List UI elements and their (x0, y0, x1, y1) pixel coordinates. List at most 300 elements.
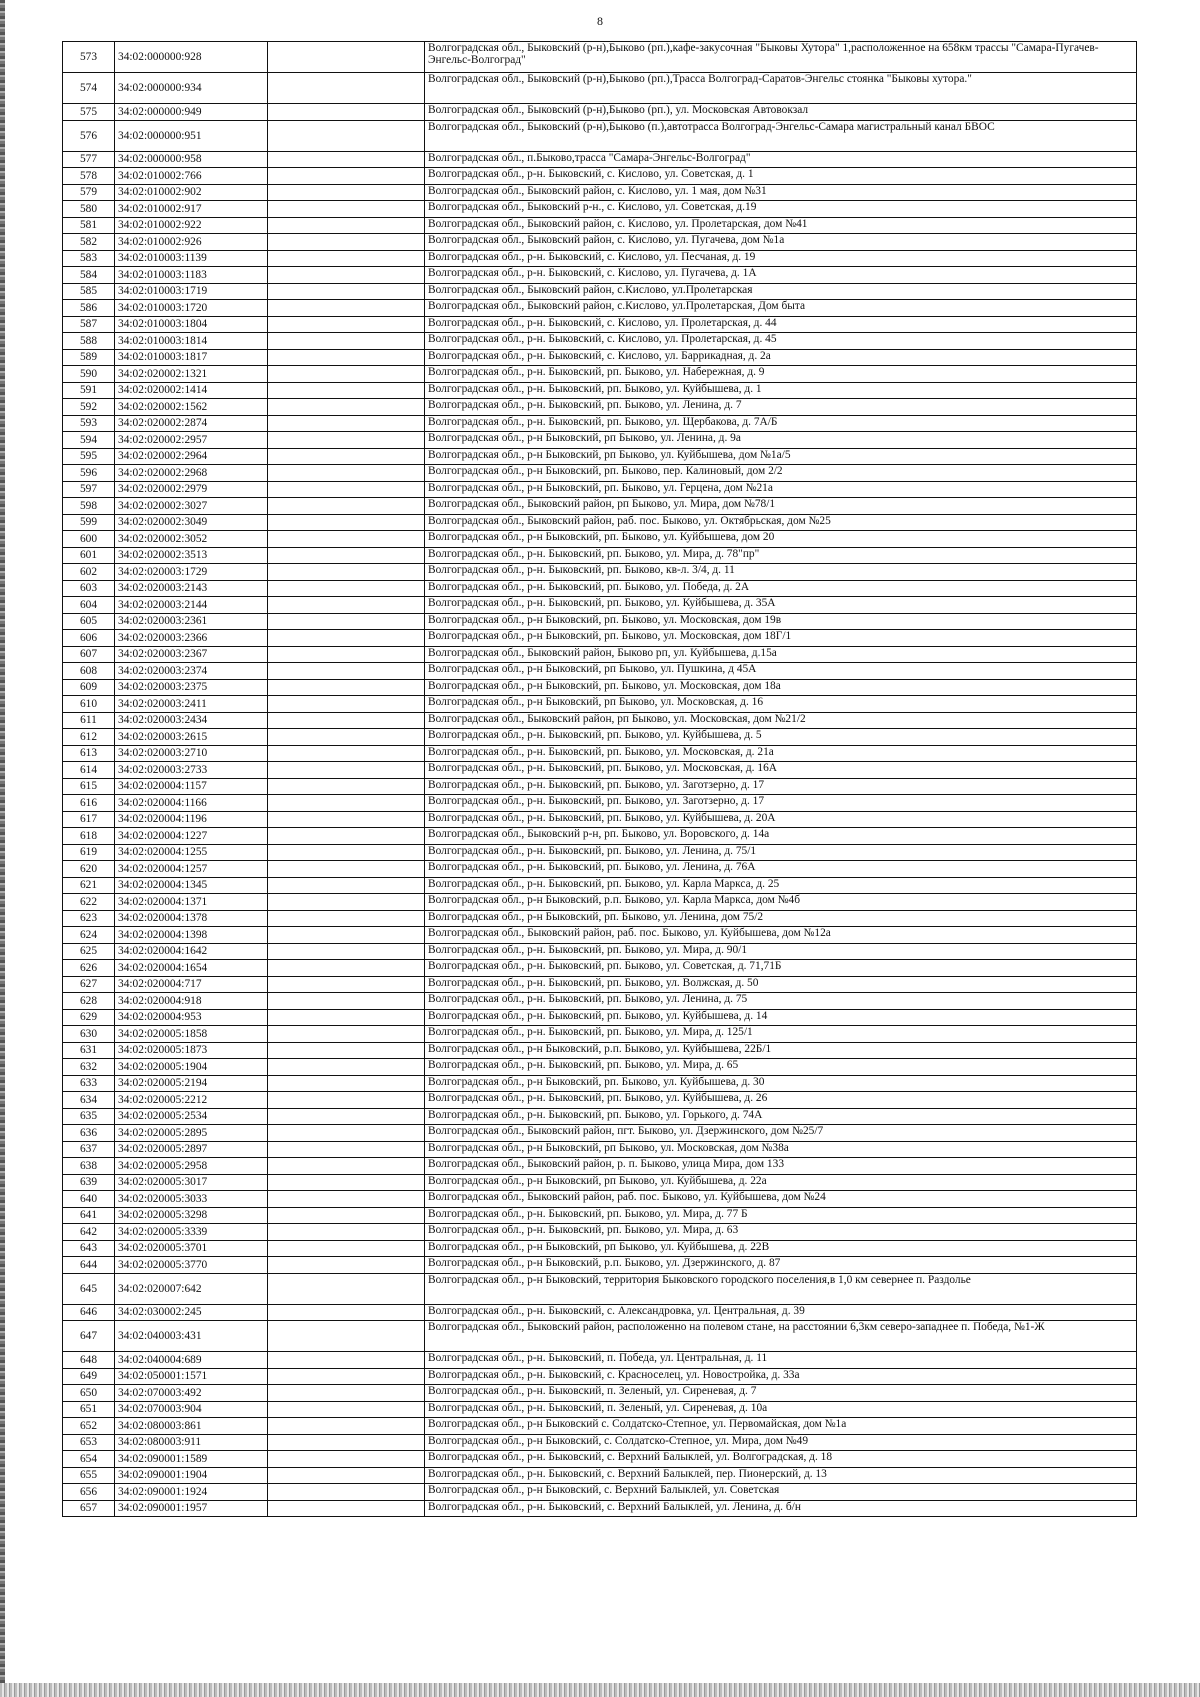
table-row (63, 1401, 1137, 1418)
row-number-cell: 642 (63, 1224, 115, 1241)
empty-cell (268, 498, 425, 515)
address-cell: Волгоградская обл., р-н. Быковский, рп. Быково, ул. Мира, д. 77 Б (425, 1207, 1137, 1224)
cadastral-number-cell: 34:02:020005:3701 (115, 1240, 268, 1257)
row-number-cell: 624 (63, 927, 115, 944)
row-number-cell: 636 (63, 1125, 115, 1142)
address-cell: Волгоградская обл., р-н. Быковский, рп. Быково, ул. Ленина, д. 75 (425, 993, 1137, 1010)
table-row (63, 993, 1137, 1010)
address-cell: Волгоградская обл., р-н. Быковский, рп. Быково, ул. Щербакова, д. 7А/Б (425, 415, 1137, 432)
table-row (63, 1434, 1137, 1451)
table-row (63, 564, 1137, 581)
empty-cell (268, 1009, 425, 1026)
table-row (63, 465, 1137, 482)
address-cell: Волгоградская обл., р-н. Быковский, рп. Быково, ул. Карла Маркса, д. 25 (425, 877, 1137, 894)
property-registry-table (62, 41, 1137, 1517)
empty-cell (268, 1257, 425, 1274)
cadastral-number-cell: 34:02:020005:3339 (115, 1224, 268, 1241)
cadastral-number-cell: 34:02:020004:717 (115, 976, 268, 993)
address-cell: Волгоградская обл., р-н Быковский, с. Верхний Балыклей, ул. Советская (425, 1484, 1137, 1501)
empty-cell (268, 861, 425, 878)
empty-cell (268, 349, 425, 366)
address-cell: Волгоградская обл., р-н. Быковский, с. Кислово, ул. Советская, д. 1 (425, 168, 1137, 185)
row-number-cell: 652 (63, 1418, 115, 1435)
table-row (63, 960, 1137, 977)
empty-cell (268, 729, 425, 746)
empty-cell (268, 894, 425, 911)
empty-cell (268, 993, 425, 1010)
empty-cell (268, 316, 425, 333)
cadastral-number-cell: 34:02:010002:926 (115, 234, 268, 251)
empty-cell (268, 399, 425, 416)
table-row (63, 1009, 1137, 1026)
row-number-cell: 617 (63, 811, 115, 828)
row-number-cell: 643 (63, 1240, 115, 1257)
table-row (63, 1141, 1137, 1158)
address-cell: Волгоградская обл., р-н Быковский, р.п. Быково, ул. Куйбышева, 22Б/1 (425, 1042, 1137, 1059)
cadastral-number-cell: 34:02:020002:3052 (115, 531, 268, 548)
cadastral-number-cell: 34:02:020003:2710 (115, 745, 268, 762)
table-row (63, 1075, 1137, 1092)
cadastral-number-cell: 34:02:020005:1873 (115, 1042, 268, 1059)
row-number-cell: 628 (63, 993, 115, 1010)
table-row (63, 1500, 1137, 1517)
cadastral-number-cell: 34:02:020005:3033 (115, 1191, 268, 1208)
empty-cell (268, 1352, 425, 1369)
cadastral-number-cell: 34:02:010002:766 (115, 168, 268, 185)
empty-cell (268, 877, 425, 894)
address-cell: Волгоградская обл., р-н. Быковский, рп. Быково, ул. Волжская, д. 50 (425, 976, 1137, 993)
empty-cell (268, 1075, 425, 1092)
row-number-cell: 647 (63, 1321, 115, 1352)
table-row (63, 679, 1137, 696)
table-row (63, 1257, 1137, 1274)
scan-left-edge (0, 0, 5, 1697)
cadastral-number-cell: 34:02:010002:922 (115, 217, 268, 234)
address-cell: Волгоградская обл., р-н Быковский с. Солдатско-Степное, ул. Первомайская, дом №1а (425, 1418, 1137, 1435)
table-row (63, 1484, 1137, 1501)
cadastral-number-cell: 34:02:020004:1654 (115, 960, 268, 977)
empty-cell (268, 844, 425, 861)
cadastral-number-cell: 34:02:070003:904 (115, 1401, 268, 1418)
cadastral-number-cell: 34:02:020003:2615 (115, 729, 268, 746)
address-cell: Волгоградская обл., р-н. Быковский, рп. Быково, ул. Куйбышева, д. 1 (425, 382, 1137, 399)
table-row (63, 1368, 1137, 1385)
row-number-cell: 653 (63, 1434, 115, 1451)
address-cell: Волгоградская обл., р-н Быковский, рп. Быково, ул. Герцена, дом №21а (425, 481, 1137, 498)
address-cell: Волгоградская обл., р-н Быковский, рп. Быково, пер. Калиновый, дом 2/2 (425, 465, 1137, 482)
row-number-cell: 641 (63, 1207, 115, 1224)
row-number-cell: 633 (63, 1075, 115, 1092)
address-cell: Волгоградская обл., р-н Быковский, р.п. Быково, ул. Карла Маркса, дом №4б (425, 894, 1137, 911)
empty-cell (268, 547, 425, 564)
cadastral-number-cell: 34:02:020005:2895 (115, 1125, 268, 1142)
address-cell: Волгоградская обл., р-н Быковский, рп. Быково, ул. Московская, дом 18а (425, 679, 1137, 696)
row-number-cell: 580 (63, 201, 115, 218)
empty-cell (268, 778, 425, 795)
empty-cell (268, 300, 425, 317)
cadastral-number-cell: 34:02:050001:1571 (115, 1368, 268, 1385)
cadastral-number-cell: 34:02:020002:2957 (115, 432, 268, 449)
cadastral-number-cell: 34:02:020004:1227 (115, 828, 268, 845)
row-number-cell: 587 (63, 316, 115, 333)
cadastral-number-cell: 34:02:020002:2968 (115, 465, 268, 482)
row-number-cell: 650 (63, 1385, 115, 1402)
table-row (63, 1207, 1137, 1224)
row-number-cell: 625 (63, 943, 115, 960)
table-row (63, 168, 1137, 185)
empty-cell (268, 1368, 425, 1385)
empty-cell (268, 283, 425, 300)
table-row (63, 73, 1137, 104)
empty-cell (268, 1042, 425, 1059)
table-row (63, 663, 1137, 680)
address-cell: Волгоградская обл., Быковский (р-н),Быково (п.),автотрасса Волгоград-Энгельс-Самара магистральный канал БВОС (425, 120, 1137, 151)
address-cell: Волгоградская обл., Быковский район, с. Кислово, ул. Пугачева, дом №1а (425, 234, 1137, 251)
table-row (63, 514, 1137, 531)
table-row (63, 1108, 1137, 1125)
cadastral-number-cell: 34:02:020002:3027 (115, 498, 268, 515)
table-row (63, 1092, 1137, 1109)
empty-cell (268, 613, 425, 630)
row-number-cell: 594 (63, 432, 115, 449)
row-number-cell: 599 (63, 514, 115, 531)
empty-cell (268, 415, 425, 432)
empty-cell (268, 168, 425, 185)
empty-cell (268, 597, 425, 614)
table-row (63, 234, 1137, 251)
empty-cell (268, 1467, 425, 1484)
empty-cell (268, 531, 425, 548)
empty-cell (268, 1059, 425, 1076)
cadastral-number-cell: 34:02:000000:949 (115, 104, 268, 121)
cadastral-number-cell: 34:02:020005:2534 (115, 1108, 268, 1125)
address-cell: Волгоградская обл., р-н. Быковский, с. Верхний Балыклей, ул. Ленина, д. б/н (425, 1500, 1137, 1517)
table-row (63, 184, 1137, 201)
address-cell: Волгоградская обл., Быковский район, раб. пос. Быково, ул. Октябрьская, дом №25 (425, 514, 1137, 531)
row-number-cell: 622 (63, 894, 115, 911)
cadastral-number-cell: 34:02:020005:2212 (115, 1092, 268, 1109)
address-cell: Волгоградская обл., Быковский район, пгт. Быково, ул. Дзержинского, дом №25/7 (425, 1125, 1137, 1142)
row-number-cell: 576 (63, 120, 115, 151)
table-row (63, 696, 1137, 713)
empty-cell (268, 1207, 425, 1224)
row-number-cell: 654 (63, 1451, 115, 1468)
empty-cell (268, 630, 425, 647)
cadastral-number-cell: 34:02:020004:1398 (115, 927, 268, 944)
row-number-cell: 574 (63, 73, 115, 104)
row-number-cell: 578 (63, 168, 115, 185)
empty-cell (268, 564, 425, 581)
empty-cell (268, 1434, 425, 1451)
empty-cell (268, 151, 425, 168)
cadastral-number-cell: 34:02:020005:1904 (115, 1059, 268, 1076)
cadastral-number-cell: 34:02:020003:2375 (115, 679, 268, 696)
table-row (63, 151, 1137, 168)
empty-cell (268, 696, 425, 713)
empty-cell (268, 1451, 425, 1468)
row-number-cell: 573 (63, 42, 115, 73)
row-number-cell: 597 (63, 481, 115, 498)
address-cell: Волгоградская обл., Быковский район, с.Кислово, ул.Пролетарская (425, 283, 1137, 300)
empty-cell (268, 910, 425, 927)
row-number-cell: 629 (63, 1009, 115, 1026)
address-cell: Волгоградская обл., Быковский район, раб. пос. Быково, ул. Куйбышева, дом №12а (425, 927, 1137, 944)
table-row (63, 120, 1137, 151)
address-cell: Волгоградская обл., Быковский район, р. п. Быково, улица Мира, дом 133 (425, 1158, 1137, 1175)
empty-cell (268, 1484, 425, 1501)
cadastral-number-cell: 34:02:020002:1562 (115, 399, 268, 416)
empty-cell (268, 481, 425, 498)
table-row (63, 217, 1137, 234)
address-cell: Волгоградская обл., р-н. Быковский, рп. Быково, ул. Куйбышева, д. 20А (425, 811, 1137, 828)
empty-cell (268, 927, 425, 944)
address-cell: Волгоградская обл., Быковский район, рп Быково, ул. Мира, дом №78/1 (425, 498, 1137, 515)
empty-cell (268, 267, 425, 284)
address-cell: Волгоградская обл., р-н Быковский, рп Быково, ул. Куйбышева, д. 22В (425, 1240, 1137, 1257)
address-cell: Волгоградская обл., Быковский район, с.Кислово, ул.Пролетарская, Дом быта (425, 300, 1137, 317)
table-row (63, 1352, 1137, 1369)
row-number-cell: 585 (63, 283, 115, 300)
row-number-cell: 589 (63, 349, 115, 366)
address-cell: Волгоградская обл., р-н. Быковский, с. Кислово, ул. Пролетарская, д. 45 (425, 333, 1137, 350)
cadastral-number-cell: 34:02:020005:2897 (115, 1141, 268, 1158)
address-cell: Волгоградская обл., р-н. Быковский, рп. Быково, кв-л. 3/4, д. 11 (425, 564, 1137, 581)
cadastral-number-cell: 34:02:020002:2874 (115, 415, 268, 432)
row-number-cell: 655 (63, 1467, 115, 1484)
table-row (63, 1273, 1137, 1304)
row-number-cell: 613 (63, 745, 115, 762)
cadastral-number-cell: 34:02:020003:2143 (115, 580, 268, 597)
address-cell: Волгоградская обл., р-н. Быковский, рп. Быково, ул. Ленина, д. 75/1 (425, 844, 1137, 861)
cadastral-number-cell: 34:02:010002:902 (115, 184, 268, 201)
row-number-cell: 637 (63, 1141, 115, 1158)
table-row (63, 547, 1137, 564)
table-row (63, 762, 1137, 779)
table-row (63, 597, 1137, 614)
empty-cell (268, 828, 425, 845)
table-row (63, 42, 1137, 73)
row-number-cell: 644 (63, 1257, 115, 1274)
table-row (63, 630, 1137, 647)
address-cell: Волгоградская обл., р-н. Быковский, п. Зеленый, ул. Сиреневая, д. 7 (425, 1385, 1137, 1402)
row-number-cell: 656 (63, 1484, 115, 1501)
table-row (63, 927, 1137, 944)
table-row (63, 712, 1137, 729)
table-row (63, 1240, 1137, 1257)
address-cell: Волгоградская обл., Быковский район, с. Кислово, ул. 1 мая, дом №31 (425, 184, 1137, 201)
empty-cell (268, 1191, 425, 1208)
address-cell: Волгоградская обл., р-н Быковский, р.п. Быково, ул. Дзержинского, д. 87 (425, 1257, 1137, 1274)
row-number-cell: 590 (63, 366, 115, 383)
empty-cell (268, 465, 425, 482)
cadastral-number-cell: 34:02:020003:2434 (115, 712, 268, 729)
cadastral-number-cell: 34:02:020007:642 (115, 1273, 268, 1304)
cadastral-number-cell: 34:02:020004:1371 (115, 894, 268, 911)
address-cell: Волгоградская обл., р-н. Быковский, рп. Быково, ул. Победа, д. 2А (425, 580, 1137, 597)
row-number-cell: 620 (63, 861, 115, 878)
empty-cell (268, 201, 425, 218)
address-cell: Волгоградская обл., р-н Быковский, территория Быковского городского поселения,в 1,0 км севернее п. Раздолье (425, 1273, 1137, 1304)
table-row (63, 729, 1137, 746)
table-row (63, 877, 1137, 894)
table-row (63, 104, 1137, 121)
row-number-cell: 605 (63, 613, 115, 630)
cadastral-number-cell: 34:02:020002:2979 (115, 481, 268, 498)
address-cell: Волгоградская обл., Быковский район, Быково рп, ул. Куйбышева, д.15а (425, 646, 1137, 663)
row-number-cell: 596 (63, 465, 115, 482)
table-row (63, 267, 1137, 284)
row-number-cell: 632 (63, 1059, 115, 1076)
cadastral-number-cell: 34:02:010003:1139 (115, 250, 268, 267)
address-cell: Волгоградская обл., р-н. Быковский, с. Верхний Балыклей, пер. Пионерский, д. 13 (425, 1467, 1137, 1484)
row-number-cell: 615 (63, 778, 115, 795)
address-cell: Волгоградская обл., р-н. Быковский, с. Красноселец, ул. Новостройка, д. 33а (425, 1368, 1137, 1385)
table-row (63, 910, 1137, 927)
address-cell: Волгоградская обл., р-н Быковский, рп. Быково, ул. Куйбышева, дом 20 (425, 531, 1137, 548)
empty-cell (268, 960, 425, 977)
cadastral-number-cell: 34:02:000000:958 (115, 151, 268, 168)
empty-cell (268, 1026, 425, 1043)
table-row (63, 382, 1137, 399)
table-row (63, 580, 1137, 597)
row-number-cell: 601 (63, 547, 115, 564)
address-cell: Волгоградская обл., р-н Быковский, рп Быково, ул. Ленина, д. 9а (425, 432, 1137, 449)
cadastral-number-cell: 34:02:020002:1414 (115, 382, 268, 399)
row-number-cell: 648 (63, 1352, 115, 1369)
address-cell: Волгоградская обл., р-н. Быковский, рп. Быково, ул. Заготзерно, д. 17 (425, 778, 1137, 795)
address-cell: Волгоградская обл., р-н. Быковский, с. Кислово, ул. Пугачева, д. 1А (425, 267, 1137, 284)
cadastral-number-cell: 34:02:010003:1719 (115, 283, 268, 300)
cadastral-number-cell: 34:02:000000:951 (115, 120, 268, 151)
address-cell: Волгоградская обл., Быковский р-н, рп. Быково, ул. Воровского, д. 14а (425, 828, 1137, 845)
row-number-cell: 588 (63, 333, 115, 350)
table-row (63, 1321, 1137, 1352)
empty-cell (268, 1273, 425, 1304)
cadastral-number-cell: 34:02:090001:1589 (115, 1451, 268, 1468)
empty-cell (268, 366, 425, 383)
cadastral-number-cell: 34:02:080003:911 (115, 1434, 268, 1451)
empty-cell (268, 1174, 425, 1191)
cadastral-number-cell: 34:02:020004:1157 (115, 778, 268, 795)
row-number-cell: 582 (63, 234, 115, 251)
cadastral-number-cell: 34:02:020003:2361 (115, 613, 268, 630)
empty-cell (268, 580, 425, 597)
table-row (63, 1026, 1137, 1043)
empty-cell (268, 104, 425, 121)
table-row (63, 861, 1137, 878)
cadastral-number-cell: 34:02:020003:2411 (115, 696, 268, 713)
address-cell: Волгоградская обл., р-н Быковский, с. Солдатско-Степное, ул. Мира, дом №49 (425, 1434, 1137, 1451)
table-row (63, 333, 1137, 350)
cadastral-number-cell: 34:02:020005:2194 (115, 1075, 268, 1092)
empty-cell (268, 382, 425, 399)
empty-cell (268, 217, 425, 234)
cadastral-number-cell: 34:02:020003:2733 (115, 762, 268, 779)
row-number-cell: 623 (63, 910, 115, 927)
address-cell: Волгоградская обл., р-н Быковский, рп. Быково, ул. Куйбышева, д. 30 (425, 1075, 1137, 1092)
address-cell: Волгоградская обл., Быковский (р-н),Быково (рп.),Трасса Волгоград-Саратов-Энгельс стоянка "Быковы хутора." (425, 73, 1137, 104)
cadastral-number-cell: 34:02:000000:934 (115, 73, 268, 104)
cadastral-number-cell: 34:02:090001:1957 (115, 1500, 268, 1517)
table-row (63, 300, 1137, 317)
empty-cell (268, 1418, 425, 1435)
empty-cell (268, 1092, 425, 1109)
row-number-cell: 604 (63, 597, 115, 614)
scan-bottom-edge (0, 1683, 1200, 1697)
row-number-cell: 607 (63, 646, 115, 663)
cadastral-number-cell: 34:02:020002:3513 (115, 547, 268, 564)
cadastral-number-cell: 34:02:040004:689 (115, 1352, 268, 1369)
cadastral-number-cell: 34:02:020004:953 (115, 1009, 268, 1026)
row-number-cell: 577 (63, 151, 115, 168)
cadastral-number-cell: 34:02:030002:245 (115, 1304, 268, 1321)
row-number-cell: 595 (63, 448, 115, 465)
cadastral-number-cell: 34:02:020004:1345 (115, 877, 268, 894)
row-number-cell: 616 (63, 795, 115, 812)
address-cell: Волгоградская обл., р-н. Быковский, рп. Быково, ул. Куйбышева, д. 5 (425, 729, 1137, 746)
empty-cell (268, 811, 425, 828)
empty-cell (268, 976, 425, 993)
row-number-cell: 575 (63, 104, 115, 121)
address-cell: Волгоградская обл., р-н Быковский, рп. Быково, ул. Московская, дом 19в (425, 613, 1137, 630)
address-cell: Волгоградская обл., Быковский р-н., с. Кислово, ул. Советская, д.19 (425, 201, 1137, 218)
empty-cell (268, 42, 425, 73)
empty-cell (268, 1240, 425, 1257)
empty-cell (268, 448, 425, 465)
table-row (63, 1304, 1137, 1321)
cadastral-number-cell: 34:02:020004:1257 (115, 861, 268, 878)
row-number-cell: 598 (63, 498, 115, 515)
empty-cell (268, 1304, 425, 1321)
address-cell: Волгоградская обл., р-н. Быковский, п. Зеленый, ул. Сиреневая, д. 10а (425, 1401, 1137, 1418)
row-number-cell: 618 (63, 828, 115, 845)
cadastral-number-cell: 34:02:010003:1720 (115, 300, 268, 317)
row-number-cell: 619 (63, 844, 115, 861)
cadastral-number-cell: 34:02:010003:1183 (115, 267, 268, 284)
row-number-cell: 593 (63, 415, 115, 432)
cadastral-number-cell: 34:02:020003:2144 (115, 597, 268, 614)
row-number-cell: 586 (63, 300, 115, 317)
row-number-cell: 651 (63, 1401, 115, 1418)
address-cell: Волгоградская обл., р-н. Быковский, рп. Быково, ул. Мира, д. 125/1 (425, 1026, 1137, 1043)
table-row (63, 448, 1137, 465)
cadastral-number-cell: 34:02:020004:1196 (115, 811, 268, 828)
row-number-cell: 606 (63, 630, 115, 647)
address-cell: Волгоградская обл., р-н Быковский, рп. Быково, ул. Ленина, дом 75/2 (425, 910, 1137, 927)
empty-cell (268, 514, 425, 531)
table-row (63, 498, 1137, 515)
address-cell: Волгоградская обл., р-н. Быковский, с. Верхний Балыклей, ул. Волгоградская, д. 18 (425, 1451, 1137, 1468)
table-row (63, 316, 1137, 333)
table-row (63, 415, 1137, 432)
row-number-cell: 638 (63, 1158, 115, 1175)
empty-cell (268, 663, 425, 680)
address-cell: Волгоградская обл., Быковский район, раб. пос. Быково, ул. Куйбышева, дом №24 (425, 1191, 1137, 1208)
table-row (63, 828, 1137, 845)
address-cell: Волгоградская обл., р-н. Быковский, рп. Быково, ул. Ленина, д. 76А (425, 861, 1137, 878)
table-row (63, 613, 1137, 630)
empty-cell (268, 73, 425, 104)
cadastral-number-cell: 34:02:020004:918 (115, 993, 268, 1010)
table-row (63, 250, 1137, 267)
row-number-cell: 646 (63, 1304, 115, 1321)
row-number-cell: 581 (63, 217, 115, 234)
row-number-cell: 621 (63, 877, 115, 894)
registry-table-body (63, 42, 1137, 1517)
empty-cell (268, 333, 425, 350)
empty-cell (268, 250, 425, 267)
cadastral-number-cell: 34:02:020003:2367 (115, 646, 268, 663)
